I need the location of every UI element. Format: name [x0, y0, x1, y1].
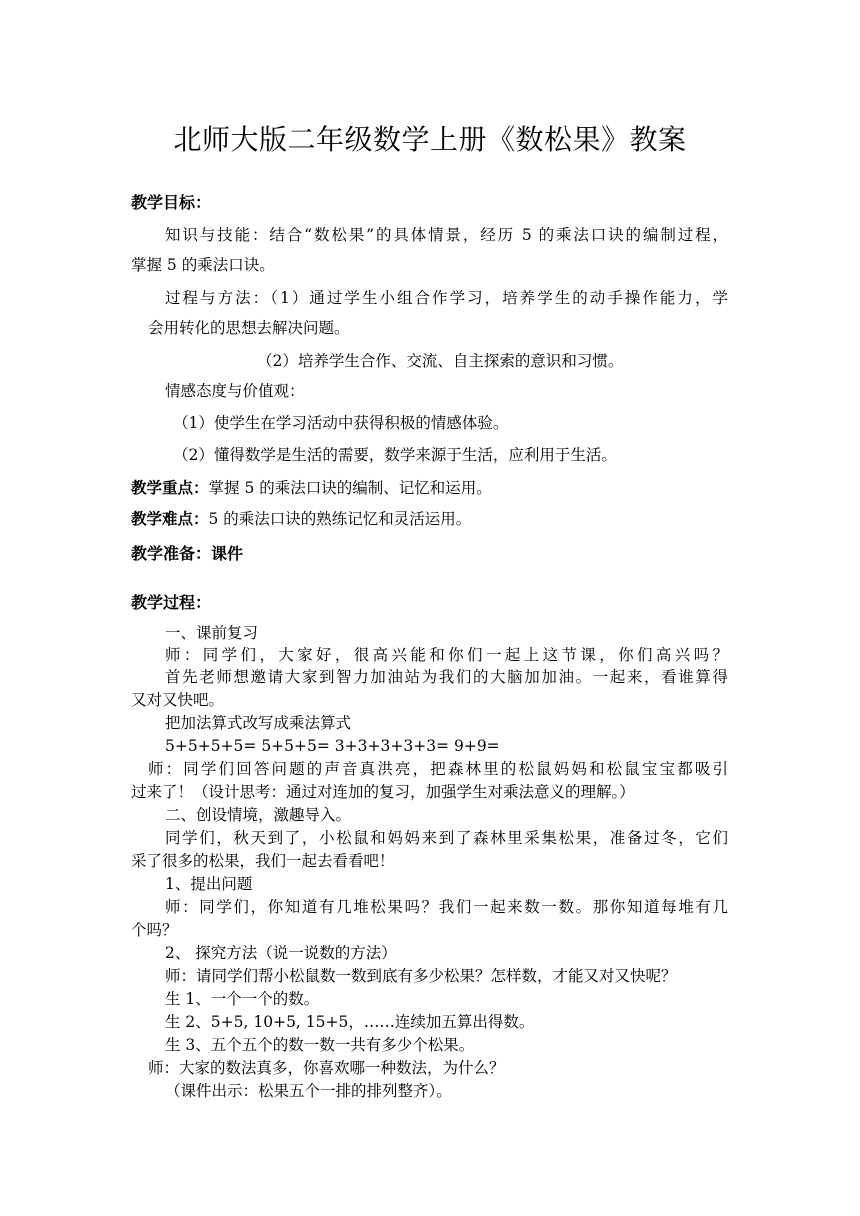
knowledge-line-1: 知识与技能：结合“数松果”的具体情景，经历 5 的乘法口诀的编制过程， [165, 226, 728, 244]
process-heading: 教学过程： [131, 593, 212, 612]
process-line: 1、提出问题 [165, 875, 253, 893]
process-line: 师：同学们，你知道有几堆松果吗？我们一起来数一数。那你知道每堆有几 [165, 898, 728, 916]
objectives-heading: 教学目标： [131, 193, 212, 212]
emotion-title: 情感态度与价值观： [165, 382, 305, 400]
process-line: 把加法算式改写成乘法算式 [165, 714, 352, 732]
process-line: 师：大家的数法真多，你喜欢哪一种数法，为什么？ [148, 1059, 505, 1077]
process-line: 个吗？ [131, 921, 178, 939]
process-line: 2、 探究方法（说一说数的方法） [165, 944, 397, 962]
knowledge-line-2: 掌握 5 的乘法口诀。 [131, 256, 275, 274]
key-point [131, 478, 492, 498]
process-method-line-2: 会用转化的思想去解决问题。 [148, 319, 350, 337]
process-line: 生 2、5+5, 10+5, 15+5，……连续加五算出得数。 [165, 1013, 535, 1031]
preparation [131, 544, 243, 564]
process-line: 师：同学们，大家好，很高兴能和你们一起上这节课，你们高兴吗？ [165, 646, 728, 664]
process-line: 同学们，秋天到了，小松鼠和妈妈来到了森林里采集松果，准备过冬，它们 [165, 829, 728, 847]
process-line: 二、创设情境，激趣导入。 [165, 806, 352, 824]
preparation-label: 教学准备： [131, 544, 212, 563]
process-line: 过来了！（设计思考：通过对连加的复习，加强学生对乘法意义的理解。） [131, 783, 635, 801]
page-title: 北师大版二年级数学上册《数松果》教案 [173, 123, 687, 156]
difficulty [131, 509, 471, 529]
emotion-line-1: （1）使学生在学习活动中获得积极的情感体验。 [173, 414, 509, 432]
process-line: 一、课前复习 [165, 624, 259, 642]
difficulty-label: 教学难点： [131, 510, 209, 528]
key-point-label: 教学重点： [131, 479, 209, 497]
preparation-text: 课件 [211, 544, 244, 563]
process-line: 生 3、五个五个的数一数一共有多少个松果。 [165, 1036, 475, 1054]
process-line: 师：请同学们帮小松鼠数一数到底有多少松果？怎样数，才能又对又快呢？ [165, 967, 677, 985]
process-line: 首先老师想邀请大家到智力加油站为我们的大脑加加油。一起来，看谁算得 [165, 668, 728, 686]
process-line: 采了很多的松果，我们一起去看看吧！ [131, 852, 395, 870]
process-line: 又对又快吧。 [131, 691, 225, 709]
process-line: 师：同学们回答问题的声音真洪亮，把森林里的松鼠妈妈和松鼠宝宝都吸引 [148, 760, 728, 778]
process-line: 生 1、一个一个的数。 [165, 990, 320, 1008]
process-method-line-3: （2）培养学生合作、交流、自主探索的意识和习惯。 [257, 352, 624, 370]
difficulty-text: 5 的乘法口诀的熟练记忆和灵活运用。 [208, 510, 472, 528]
key-point-text: 掌握 5 的乘法口诀的编制、记忆和运用。 [208, 479, 492, 497]
emotion-line-2: （2）懂得数学是生活的需要，数学来源于生活，应利用于生活。 [173, 446, 617, 464]
process-line: （课件出示：松果五个一排的排列整齐）。 [165, 1082, 452, 1100]
process-method-line-1: 过程与方法：（1）通过学生小组合作学习，培养学生的动手操作能力，学 [165, 289, 728, 307]
process-line: 5+5+5+5= 5+5+5= 3+3+3+3+3= 9+9= [165, 737, 500, 755]
